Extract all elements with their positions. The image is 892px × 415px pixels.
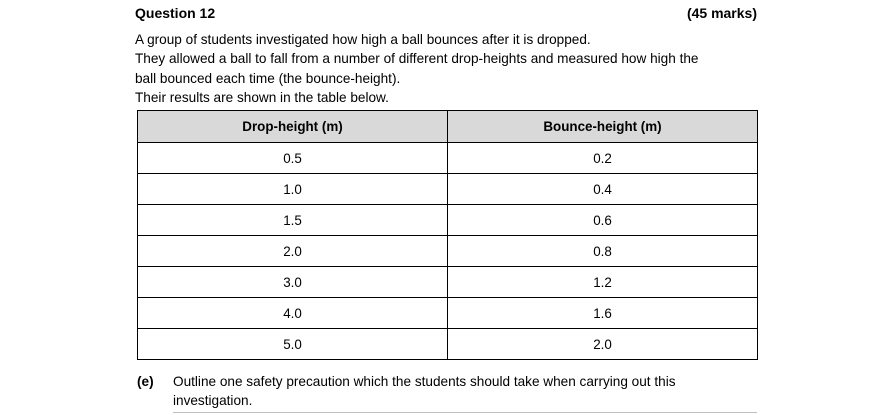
answer-line[interactable] (173, 412, 757, 413)
bounce-height-cell: 0.2 (448, 143, 758, 174)
drop-height-cell: 1.0 (138, 174, 448, 205)
question-marks: (45 marks) (686, 5, 757, 21)
column-header-drop-height: Drop-height (m) (138, 111, 448, 143)
table-row (138, 174, 758, 205)
part-label: (e) (137, 374, 154, 389)
bounce-height-cell: 0.4 (448, 174, 758, 205)
intro-line: They allowed a ball to fall from a number of different drop-heights and measured how high the (135, 51, 699, 67)
table-row (138, 329, 758, 360)
drop-height-cell: 3.0 (138, 267, 448, 298)
question-intro (135, 30, 757, 108)
drop-height-cell: 2.0 (138, 236, 448, 267)
bounce-height-cell: 2.0 (448, 329, 758, 360)
drop-height-cell: 4.0 (138, 298, 448, 329)
bounce-height-cell: 0.8 (448, 236, 758, 267)
question-title: Question 12 (135, 5, 216, 21)
table-row (138, 143, 758, 174)
part-prompt: Outline one safety precaution which the students should take when carrying out this investigation. (173, 374, 676, 408)
results-table (137, 110, 758, 360)
intro-line: A group of students investigated how high a ball bounces after it is dropped. (135, 32, 591, 47)
question-header (135, 5, 757, 25)
drop-height-cell: 1.5 (138, 205, 448, 236)
bounce-height-cell: 0.6 (448, 205, 758, 236)
bounce-height-cell: 1.6 (448, 298, 758, 329)
intro-line: ball bounced each time (the bounce-height). (135, 70, 401, 86)
drop-height-cell: 5.0 (138, 329, 448, 360)
table-row (138, 267, 758, 298)
column-header-bounce-height: Bounce-height (m) (448, 111, 758, 143)
intro-line: Their results are shown in the table below. (135, 90, 389, 106)
table-row (138, 236, 758, 267)
bounce-height-cell: 1.2 (448, 267, 758, 298)
drop-height-cell: 0.5 (138, 143, 448, 174)
table-row (138, 298, 758, 329)
table-row (138, 205, 758, 236)
table-header-row (138, 111, 758, 143)
